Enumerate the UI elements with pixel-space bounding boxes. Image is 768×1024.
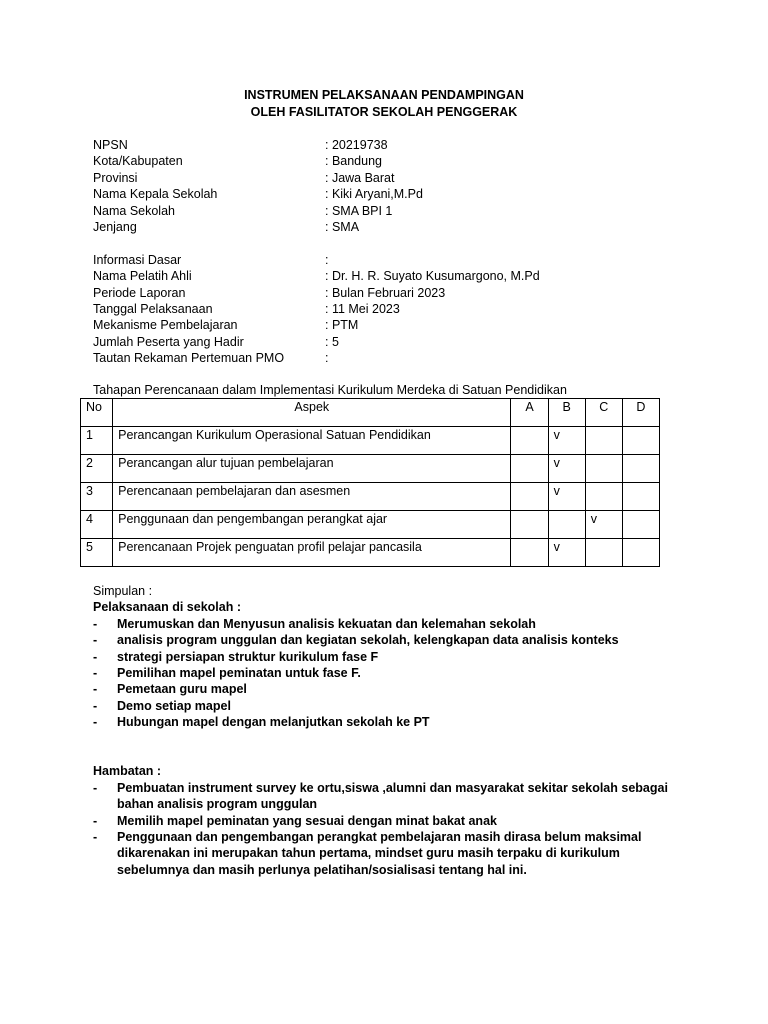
info-row-jumlah-peserta <box>93 334 540 350</box>
header-b: B <box>548 399 585 427</box>
list-item-text: Pembuatan instrument survey ke ortu,siswa ,alumni dan masyarakat sekitar sekolah sebagai bahan analisis program unggulan <box>117 780 668 812</box>
info-row-mekanisme <box>93 317 540 333</box>
info-label: Provinsi <box>93 170 138 185</box>
info-value: : 20219738 <box>325 138 388 152</box>
table-row <box>81 427 660 455</box>
info-label: Informasi Dasar <box>93 252 182 267</box>
table-row <box>81 539 660 567</box>
cell-c <box>585 427 622 455</box>
info-value: : Kiki Aryani,M.Pd <box>325 187 423 202</box>
info-label: Tanggal Pelaksanaan <box>93 302 213 317</box>
info-value: : <box>325 351 329 366</box>
cell-aspek: Penggunaan dan pengembangan perangkat ajar <box>113 511 511 539</box>
cell-d <box>622 511 659 539</box>
info-block <box>93 137 540 367</box>
info-value: : Jawa Barat <box>325 170 395 185</box>
cell-c: v <box>585 511 622 539</box>
info-value: : Bulan Februari 2023 <box>325 285 446 300</box>
info-label: Kota/Kabupaten <box>93 154 183 169</box>
list-item <box>93 780 683 813</box>
dash-bullet: - <box>93 813 98 828</box>
header-d: D <box>622 399 659 427</box>
dash-bullet: - <box>93 780 98 795</box>
dash-bullet: - <box>93 698 98 713</box>
cell-aspek: Perencanaan Projek penguatan profil pelajar pancasila <box>113 539 511 567</box>
list-item <box>93 813 683 829</box>
header-a: A <box>511 399 548 427</box>
list-item <box>93 616 683 632</box>
list-item-text: Demo setiap mapel <box>117 698 231 713</box>
list-item-text: Memilih mapel peminatan yang sesuai dengan minat bakat anak <box>117 813 497 828</box>
info-label: Tautan Rekaman Pertemuan PMO <box>93 351 285 366</box>
tahapan-heading: Tahapan Perencanaan dalam Implementasi Kurikulum Merdeka di Satuan Pendidikan <box>93 383 567 397</box>
list-item-text: analisis program unggulan dan kegiatan sekolah, kelengkapan data analisis konteks <box>117 633 619 648</box>
info-row-nama-sekolah <box>93 203 540 219</box>
header-aspek: Aspek <box>113 399 511 427</box>
document-title <box>0 87 768 120</box>
aspek-table <box>80 398 660 567</box>
info-value: : 11 Mei 2023 <box>325 302 400 317</box>
info-row-jenjang <box>93 219 540 235</box>
cell-c <box>585 455 622 483</box>
list-item <box>93 829 683 878</box>
cell-a <box>511 427 548 455</box>
table-row <box>81 483 660 511</box>
hambatan-list <box>93 780 683 878</box>
summary-section <box>93 583 683 878</box>
info-value: : 5 <box>325 334 339 349</box>
cell-aspek: Perancangan Kurikulum Operasional Satuan Pendidikan <box>113 427 511 455</box>
info-row-npsn <box>93 137 540 153</box>
info-label: Jumlah Peserta yang Hadir <box>93 334 244 349</box>
list-item-text: strategi persiapan struktur kurikulum fase F <box>117 649 379 664</box>
info-label: Jenjang <box>93 220 137 235</box>
info-label: Nama Sekolah <box>93 203 175 218</box>
cell-b: v <box>548 483 585 511</box>
list-item <box>93 649 683 665</box>
list-item-text: Hubungan mapel dengan melanjutkan sekolah ke PT <box>117 715 430 730</box>
simpulan-list <box>93 616 683 731</box>
dash-bullet: - <box>93 616 98 631</box>
info-row-kota <box>93 153 540 169</box>
info-value: : Dr. H. R. Suyato Kusumargono, M.Pd <box>325 269 540 284</box>
dash-bullet: - <box>93 666 98 681</box>
list-item <box>93 632 683 648</box>
cell-no: 3 <box>81 483 113 511</box>
list-item <box>93 698 683 714</box>
cell-aspek: Perancangan alur tujuan pembelajaran <box>113 455 511 483</box>
header-no: No <box>81 399 113 427</box>
dash-bullet: - <box>93 830 98 845</box>
list-item-text: Merumuskan dan Menyusun analisis kekuatan dan kelemahan sekolah <box>117 616 536 631</box>
info-label: Mekanisme Pembelajaran <box>93 318 238 333</box>
list-item-text: Pemetaan guru mapel <box>117 682 247 697</box>
cell-b: v <box>548 427 585 455</box>
info-row-periode-laporan <box>93 285 540 301</box>
cell-d <box>622 539 659 567</box>
info-row-pelatih-ahli <box>93 268 540 284</box>
info-label: NPSN <box>93 138 128 152</box>
table-row <box>81 455 660 483</box>
info-label: Nama Kepala Sekolah <box>93 187 218 202</box>
cell-b: v <box>548 539 585 567</box>
cell-b <box>548 511 585 539</box>
info-value: : SMA BPI 1 <box>325 203 393 218</box>
hambatan-heading: Hambatan : <box>93 764 162 779</box>
cell-a <box>511 511 548 539</box>
cell-no: 4 <box>81 511 113 539</box>
dash-bullet: - <box>93 649 98 664</box>
info-value: : <box>325 252 329 267</box>
info-label: Periode Laporan <box>93 285 186 300</box>
spacer <box>93 235 540 251</box>
cell-d <box>622 427 659 455</box>
cell-a <box>511 483 548 511</box>
title-line-1: INSTRUMEN PELAKSANAAN PENDAMPINGAN <box>244 88 524 102</box>
cell-no: 1 <box>81 427 113 455</box>
cell-d <box>622 455 659 483</box>
cell-c <box>585 483 622 511</box>
list-item <box>93 714 683 730</box>
info-row-tautan-rekaman <box>93 350 540 366</box>
list-item-text: Pemilihan mapel peminatan untuk fase F. <box>117 666 361 681</box>
cell-a <box>511 539 548 567</box>
cell-no: 5 <box>81 539 113 567</box>
dash-bullet: - <box>93 682 98 697</box>
info-value: : SMA <box>325 220 360 235</box>
table-header-row <box>81 399 660 427</box>
pelaksanaan-heading: Pelaksanaan di sekolah : <box>93 600 241 615</box>
info-row-informasi-dasar <box>93 252 540 268</box>
list-item <box>93 681 683 697</box>
cell-d <box>622 483 659 511</box>
list-item <box>93 665 683 681</box>
info-value: : Bandung <box>325 154 382 169</box>
cell-a <box>511 455 548 483</box>
cell-aspek: Perencanaan pembelajaran dan asesmen <box>113 483 511 511</box>
info-row-kepala-sekolah <box>93 186 540 202</box>
simpulan-label: Simpulan : <box>93 584 153 598</box>
info-label: Nama Pelatih Ahli <box>93 269 192 284</box>
dash-bullet: - <box>93 633 98 648</box>
info-value: : PTM <box>325 318 359 333</box>
info-row-tanggal-pelaksanaan <box>93 301 540 317</box>
cell-c <box>585 539 622 567</box>
cell-no: 2 <box>81 455 113 483</box>
cell-b: v <box>548 455 585 483</box>
header-c: C <box>585 399 622 427</box>
title-line-2: OLEH FASILITATOR SEKOLAH PENGGERAK <box>250 104 518 119</box>
dash-bullet: - <box>93 715 98 730</box>
table-row <box>81 511 660 539</box>
list-item-text: Penggunaan dan pengembangan perangkat pembelajaran masih dirasa belum maksimal dikarenakan ini merupakan tahun pertama, mindset guru masih terpaku di kurikulum sebelumnya dan masih perlunya pelatihan/sosialisasi tentang hal ini. <box>117 830 642 877</box>
info-row-provinsi <box>93 170 540 186</box>
